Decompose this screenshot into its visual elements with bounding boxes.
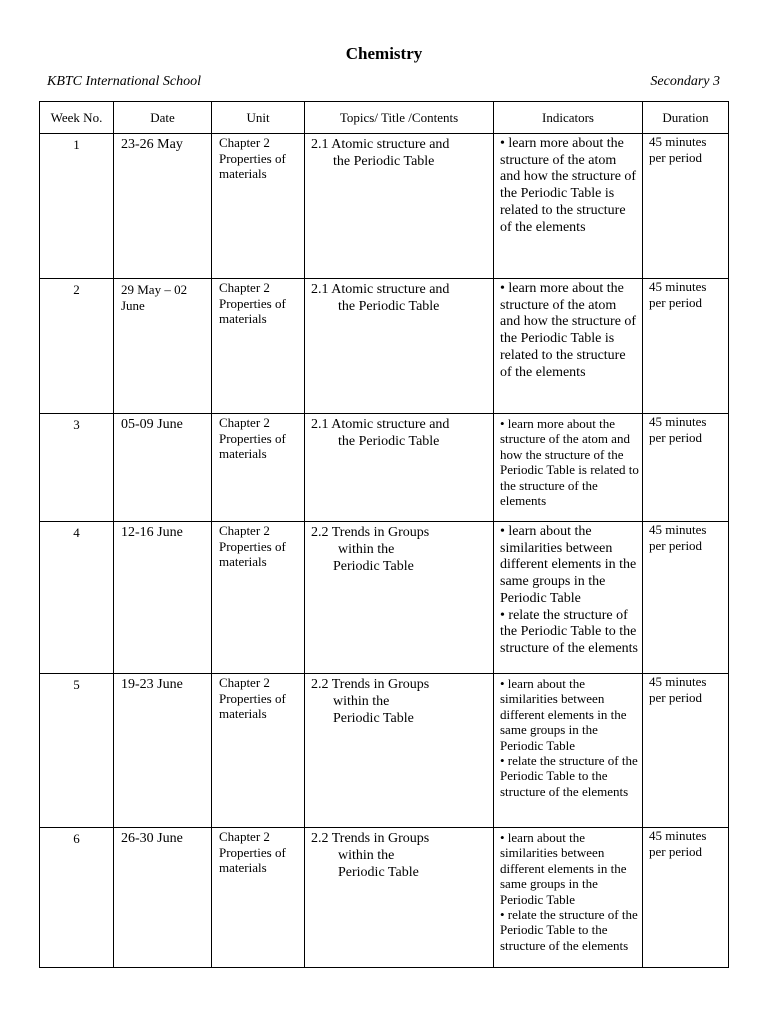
indicator-item: • learn more about the structure of the atom and how the structure of the Periodic Table is related to the structure of the elements [500, 416, 639, 509]
topic-cell [305, 522, 494, 674]
topic-line: 2.1 Atomic structure and [311, 282, 450, 297]
topic-cell [305, 279, 494, 414]
date-cell: 19-23 June [114, 674, 212, 828]
topic-line: the Periodic Table [338, 299, 440, 314]
column-header-indicators: Indicators [494, 102, 643, 134]
column-header-unit: Unit [212, 102, 305, 134]
topic-line: the Periodic Table [338, 434, 440, 449]
topic-cell [305, 674, 494, 828]
topic-cell [305, 134, 494, 279]
table-row [40, 414, 729, 522]
date-cell: 29 May – 02 June [114, 279, 212, 414]
table-row [40, 674, 729, 828]
column-header-week: Week No. [40, 102, 114, 134]
duration-cell: 45 minutes per period [643, 279, 729, 414]
table-row [40, 134, 729, 279]
unit-cell [212, 828, 305, 968]
unit-chapter: Chapter 2 [219, 523, 270, 538]
topic-line: 2.2 Trends in Groups [311, 525, 430, 540]
column-header-duration: Duration [643, 102, 729, 134]
duration-cell: 45 minutes per period [643, 522, 729, 674]
unit-title: Properties of materials [219, 844, 286, 875]
indicator-item: • relate the structure of the Periodic Table to the structure of the elements [500, 907, 638, 953]
table-row [40, 828, 729, 968]
indicators-cell [494, 279, 643, 414]
topic-line: 2.2 Trends in Groups [311, 677, 430, 692]
indicators-cell [494, 522, 643, 674]
indicator-item: • learn about the similarities between different elements in the same groups in the Periodic Table [500, 830, 627, 907]
topic-line: within the [333, 694, 390, 709]
date-cell: 23-26 May [114, 134, 212, 279]
table-row [40, 522, 729, 674]
table-header-row [40, 102, 729, 134]
topic-line: 2.1 Atomic structure and [311, 137, 450, 152]
unit-title: Properties of materials [219, 295, 286, 326]
topic-line: the Periodic Table [333, 154, 435, 169]
indicator-item: • relate the structure of the Periodic Table to the structure of the elements [500, 753, 638, 799]
unit-chapter: Chapter 2 [219, 135, 270, 150]
topic-line: Periodic Table [338, 865, 419, 880]
date-cell: 26-30 June [114, 828, 212, 968]
topic-line: within the [338, 542, 395, 557]
column-header-date: Date [114, 102, 212, 134]
table-row [40, 279, 729, 414]
duration-cell: 45 minutes per period [643, 674, 729, 828]
duration-cell: 45 minutes per period [643, 414, 729, 522]
topic-cell [305, 828, 494, 968]
date-cell: 12-16 June [114, 522, 212, 674]
topic-cell [305, 414, 494, 522]
indicator-item: • learn about the similarities between different elements in the same groups in the Periodic Table [500, 524, 637, 606]
unit-cell [212, 414, 305, 522]
indicator-item: • relate the structure of the Periodic Table to the structure of the elements [500, 607, 639, 656]
class-level: Secondary 3 [650, 74, 720, 89]
week-number: 5 [40, 674, 114, 828]
unit-cell [212, 674, 305, 828]
indicator-item: • learn about the similarities between different elements in the same groups in the Periodic Table [500, 676, 627, 753]
week-number: 2 [40, 279, 114, 414]
unit-chapter: Chapter 2 [219, 675, 270, 690]
duration-cell: 45 minutes per period [643, 134, 729, 279]
week-number: 4 [40, 522, 114, 674]
week-number: 3 [40, 414, 114, 522]
indicators-cell [494, 828, 643, 968]
unit-title: Properties of materials [219, 150, 286, 181]
unit-title: Properties of materials [219, 430, 286, 461]
topic-line: Periodic Table [333, 559, 414, 574]
topic-line: 2.1 Atomic structure and [311, 417, 450, 432]
unit-chapter: Chapter 2 [219, 415, 270, 430]
unit-cell [212, 134, 305, 279]
unit-title: Properties of materials [219, 690, 286, 721]
topic-line: within the [338, 848, 395, 863]
column-header-topics: Topics/ Title /Contents [305, 102, 494, 134]
topic-line: 2.2 Trends in Groups [311, 831, 430, 846]
indicators-cell [494, 674, 643, 828]
unit-chapter: Chapter 2 [219, 280, 270, 295]
date-cell: 05-09 June [114, 414, 212, 522]
week-number: 6 [40, 828, 114, 968]
unit-cell [212, 522, 305, 674]
indicator-item: • learn more about the structure of the atom and how the structure of the Periodic Table is related to the structure of the elements [500, 281, 637, 380]
scheme-of-work-table [39, 101, 729, 968]
topic-line: Periodic Table [333, 711, 414, 726]
unit-cell [212, 279, 305, 414]
school-name: KBTC International School [47, 74, 201, 89]
page-title: Chemistry [345, 44, 423, 63]
indicators-cell [494, 414, 643, 522]
unit-chapter: Chapter 2 [219, 829, 270, 844]
unit-title: Properties of materials [219, 538, 286, 569]
week-number: 1 [40, 134, 114, 279]
indicator-item: • learn more about the structure of the atom and how the structure of the Periodic Table is related to the structure of the elements [500, 136, 637, 235]
indicators-cell [494, 134, 643, 279]
duration-cell: 45 minutes per period [643, 828, 729, 968]
